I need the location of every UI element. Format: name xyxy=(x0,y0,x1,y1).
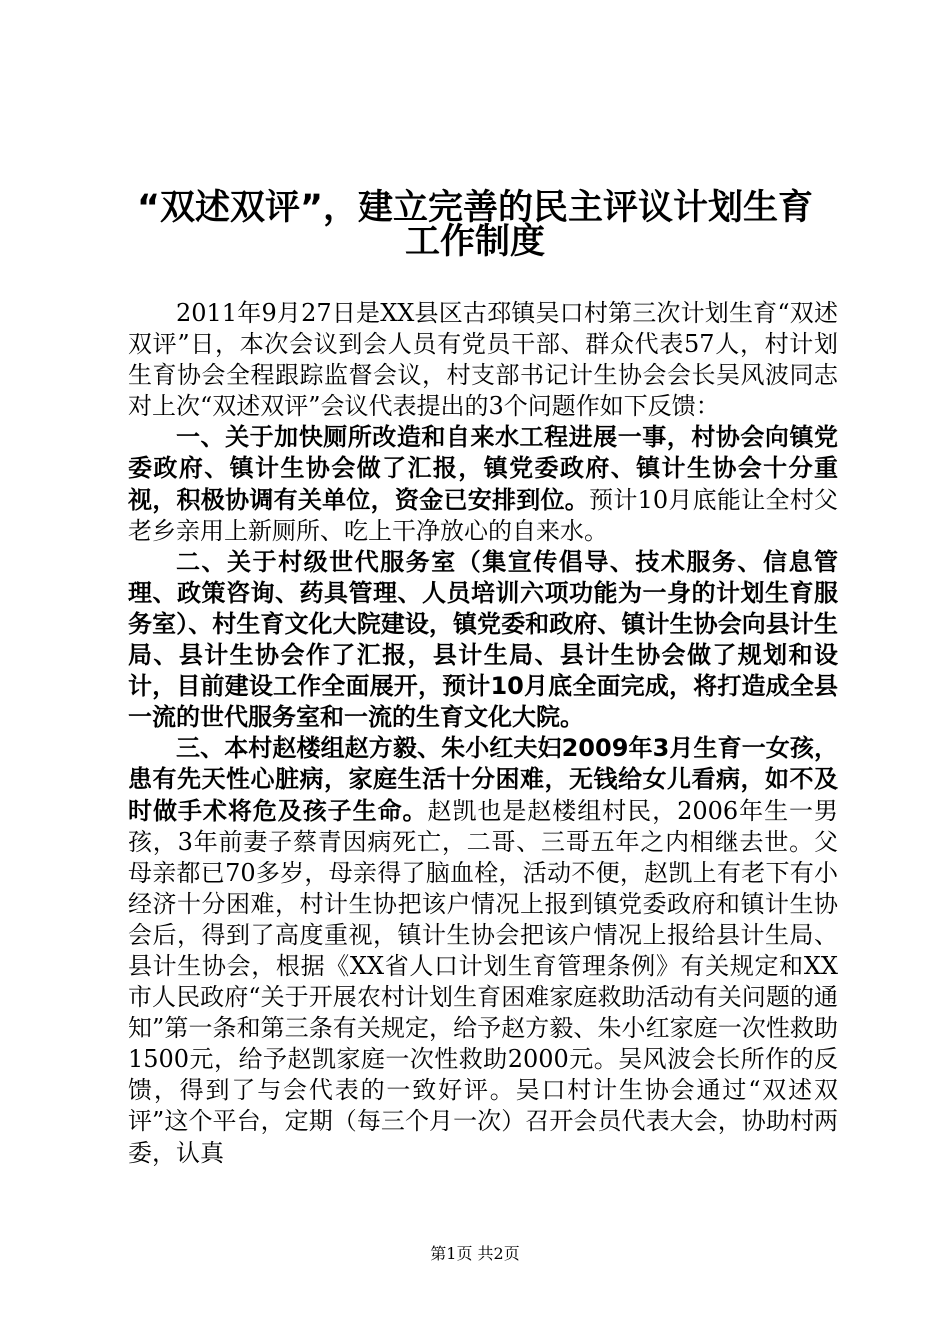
paragraph-item-3-rest: 赵凯也是赵楼组村民，2006年生一男孩，3年前妻子蔡青因病死亡，二哥、三哥五年之内相继去世。父母亲都已70多岁，母亲得了脑血栓，活动不便，赵凯上有老下有小经济十分困难，村计生协把该户情况上报到镇党委政府和镇计生协会后，得到了高度重视，镇计生协会把该户情况上报给县计生局、县计生协会，根据《XX省人口计划生育管理条例》有关规定和XX市人民政府“关于开展农村计划生育困难家庭救助活动有关问题的通知”第一条和第三条有关规定，给予赵方毅、朱小红家庭一次性救助1500元，给予赵凯家庭一次性救助2000元。吴风波会长所作的反馈，得到了与会代表的一致好评。吴口村计生协会通过“双述双评”这个平台，定期（每三个月一次）召开会员代表大会，协助村两委，认真 xyxy=(128,796,839,1167)
page-footer: 第1页 共2页 xyxy=(430,1244,520,1263)
paragraph-intro: 2011年9月27日是XX县区古邳镇吴口村第三次计划生育“双述双评”日，本次会议到会人员有党员干部、群众代表57人，村计划生育协会全程跟踪监督会议，村支部书记计生协会会长吴风波同志对上次“双述双评”会议代表提出的3个问题作如下反馈： xyxy=(128,299,838,421)
document-body xyxy=(128,298,838,1169)
paragraph-item-2 xyxy=(128,547,838,734)
document-title-line-2: 工作制度 xyxy=(404,222,545,262)
document-title-line-1: “双述双评”，建立完善的民主评议计划生育 xyxy=(136,188,813,228)
paragraph-item-1-bold: 一、关于加快厕所改造和自来水工程进展一事，村协会向镇党委政府、镇计生协会做了汇报，镇党委政府、镇计生协会十分重视，积极协调有关单位，资金已安排到位。 xyxy=(128,423,838,514)
paragraph-item-1-rest: 预计10月底能让全村父老乡亲用上新厕所、吃上干净放心的自来水。 xyxy=(128,485,838,545)
paragraph-item-3-bold: 三、本村赵楼组赵方毅、朱小红夫妇2009年3月生育一女孩，患有先天性心脏病，家庭生活十分困难，无钱给女儿看病，如不及时做手术将危及孩子生命。 xyxy=(128,734,838,825)
paragraph-item-1 xyxy=(128,422,838,546)
paragraph-item-2-bold: 二、关于村级世代服务室（集宣传倡导、技术服务、信息管理、政策咨询、药具管理、人员培训六项功能为一身的计划生育服务室）、村生育文化大院建设，镇党委和政府、镇计生协会向县计生局、县计生协会作了汇报，县计生局、县计生协会做了规划和设计，目前建设工作全面展开，预计10月底全面完成，将打造成全县一流的世代服务室和一流的生育文化大院。 xyxy=(128,547,838,732)
paragraph-item-3 xyxy=(128,733,838,1168)
